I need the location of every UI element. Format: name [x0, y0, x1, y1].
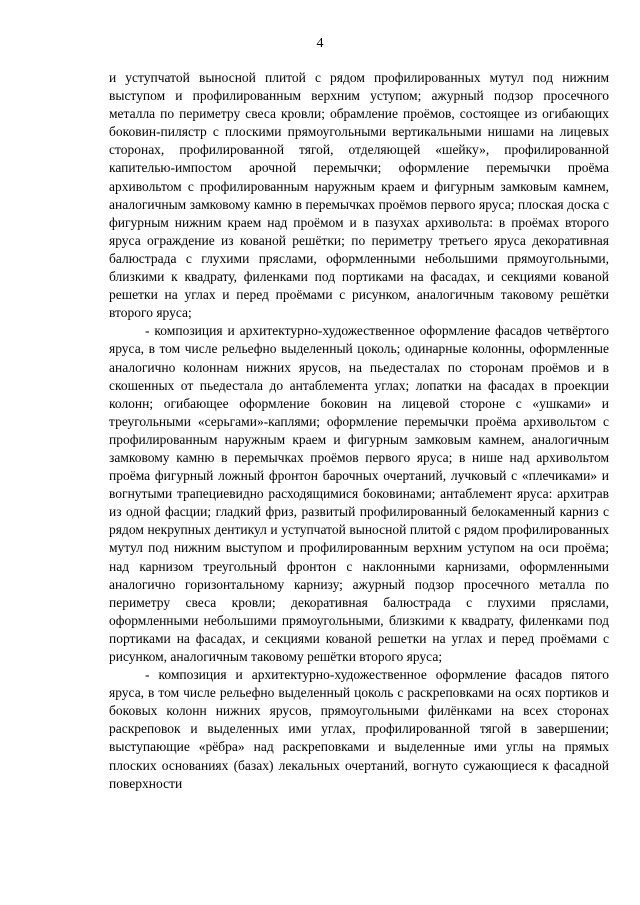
paragraph-fifth-tier: - композиция и архитектурно-художественное оформление фасадов пятого яруса, в том числе рельефно выделенный цоколь с раскреповками на осях портиков и боковых колонн нижних ярусов, прямоугольными филёнками на всех сторонах раскреповок и выделенных ими углах, профилированной тягой в завершении; выступающие «рёбра» над раскреповками и выделенные ими углы на прямых плоских основаниях (базах) лекальных очертаний, вогнуто сужающиеся к фасадной поверхности — [109, 667, 609, 791]
paragraph-fourth-tier: - композиция и архитектурно-художественное оформление фасадов четвёртого яруса, в том числе рельефно выделенный цоколь; одинарные колонны, оформленные аналогично колоннам нижних ярусов, на пьедесталах по сторонам проёмов и в скошенных от пьедестала до антаблемента углах; лопатки на фасадах в проекции колонн; огибающее оформление боковин на лицевой стороне с «ушками» и треугольными «серьгами»-каплями; оформление перемычки проёма архивольтом с профилированным наружным краем и фигурным замковым камнем, аналогичным замковому камню в перемычках проёмов первого яруса; в нише над архивольтом проёма фигурный ложный фронтон барочных очертаний, лучковый с «плечиками» и вогнутыми трапециевидно расходящимися боковинами; антаблемент яруса: архитрав из одной фасции; гладкий фриз, развитый профилированный белокаменный карниз с рядом некрупных дентикул и уступчатой выносной плитой с рядом профилированных мутул под нижним выступом и профилированным верхним уступом на оси проёма; над карнизом треугольный фронтон с наклонными карнизами, оформленными аналогично горизонтальному карнизу; ажурный подзор просечного металла по периметру свеса кровли; декоративная балюстрада с глухими пряслами, оформленными небольшими прямоугольными, близкими к квадрату, филенками под портиками на фасадах, и секциями кованой решетки на углах и перед проёмами с рисунком, аналогичным таковому решётки второго яруса; — [109, 323, 609, 664]
page-number: 4 — [316, 36, 324, 51]
document-body — [109, 69, 609, 793]
paragraph-continuation: и уступчатой выносной плитой с рядом профилированных мутул под нижним выступом и профилированным верхним уступом; ажурный подзор просечного металла по периметру свеса кровли; обрамление проёмов, состоящее из огибающих боковин-пилястр с плоскими прямоугольными вертикальными нишами на лицевых сторонах, профилированной тягой, отделяющей «шейку», профилированной капителью-импостом арочной перемычки; оформление перемычки проёма архивольтом с профилированным наружным краем и фигурным замковым камнем, аналогичным замковому камню в перемычках проёмов первого яруса; плоская доска с фигурным нижним краем над проёмом и в пазухах архивольта: в проёмах второго яруса ограждение из кованой решётки; по периметру третьего яруса декоративная балюстрада с глухими пряслами, оформленными небольшими прямоугольными, близкими к квадрату, филенками под портиками на фасадах, и секциями кованой решетки на углах и перед проёмами с рисунком, аналогичным таковому решётки второго яруса; — [109, 70, 609, 321]
